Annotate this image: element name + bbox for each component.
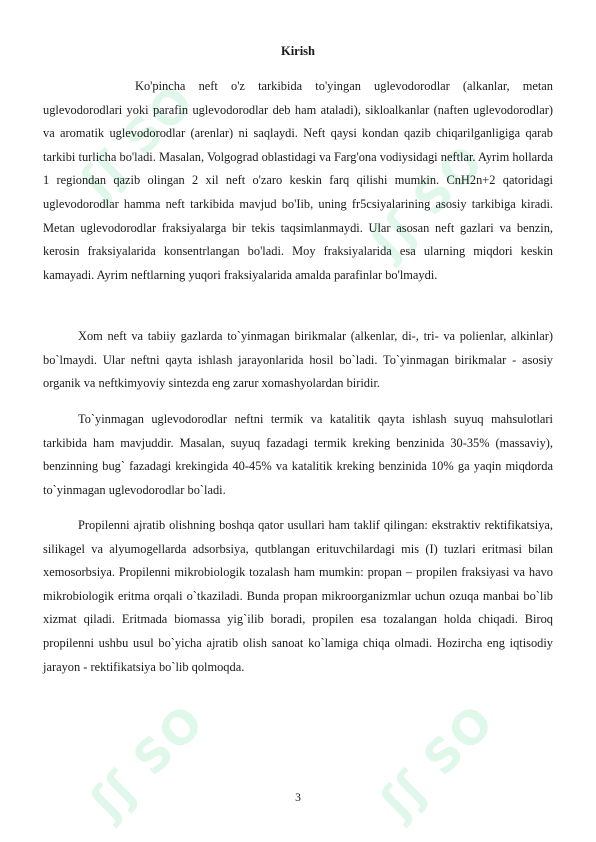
watermark-glyph-1: ʃʃ SO — [70, 73, 205, 209]
watermark-glyph-2: ʃʃ SO — [360, 133, 495, 269]
page-title: Kirish — [280, 44, 316, 58]
paragraph-1: Ko'pincha neft o'z tarkibida to'yingan uglevodorodlar (alkanlar, metan uglevodorodlari yoki parafin uglevodorodlar deb ham ataladi), sikloalkanlar (naften uglevodorodlar) va aromatik uglevodorodlar (arenlar) ni saqlaydi. Neft qaysi kondan qazib chiqarilganligiga qarab tarkibi turlicha bo'ladi. Masalan, Volgograd oblastidagi va Farg'ona vodiysidagi neftlar. Ayrim hollarda 1 regiondan qazib olingan 2 xil neft o'zaro keskin farq qilishi mumkin. CnH2n+2 qatoridagi uglevodorodlar hamma neft tarkibida mavjud bo'Iib, uning fr5csiyalarining asosiy tarkibiga kiradi. Metan uglevodorodlar fraksiyalarga bir tekis taqsimlanmaydi. Ular asosan neft gazlari va benzin, kerosin fraksiyalarida konsentrlangan bo'ladi. Moy fraksiyalarida esa ularning miqdori keskin kamayadi. Ayrim neftlarning yuqori fraksiyalarida amalda parafinlar bo'lmaydi. — [43, 79, 553, 282]
paragraph-3: To`yinmagan uglevodorodlar neftni termik va katalitik qayta ishlash suyuq mahsulotlari tarkibida ham mavjuddir. Masalan, suyuq fazadagi termik kreking benzinida 30-35% (massaviy), benzinning bug` fazadagi krekingida 40-45% va katalitik kreking benzinida 10% ga yaqin miqdorda to`yinmagan uglevodorodlar bo`ladi. — [43, 412, 553, 497]
watermark-glyph-3: ʃʃ SO — [80, 693, 215, 829]
watermark-glyph-4: ʃʃ SO — [370, 693, 505, 829]
page-number: 3 — [295, 792, 301, 804]
paragraph-2: Xom neft va tabiiy gazlarda to`yinmagan birikmalar (alkenlar, di-, tri- va polienlar, alkinlar) bo`lmaydi. Ular neftni qayta ishlash jarayonlarida hosil bo`ladi. To`yinmagan birikmalar - asosiy organik va neftkimyoviy sintezda eng zarur xomashyolardan biridir. — [43, 329, 553, 391]
paragraph-4: Propilenni ajratib olishning boshqa qator usullari ham taklif qilingan: ekstraktiv rektifikatsiya, silikagel va alyumogellarda adsorbsiya, qutblangan erituvchilardagi mis (I) tuzlari eritmasi bilan xemosorbsiya. Propilenni mikrobiologik tozalash ham mumkin: propan – propilen fraksiyasi va havo mikrobiologik eritma orqali o`tkaziladi. Bunda propan mikroorganizmlar uchun ozuqa manbai bo`lib xizmat qiladi. Eritmada biomassa yig`ilib boradi, propilen esa tozalangan holda chiqadi. Biroq propilenni ushbu usul bo`yicha ajratib olish sanoat ko`lamiga chiqa olmadi. Hozircha eng iqtisodiy jarayon - rektifikatsiya bo`lib qolmoqda. — [43, 518, 553, 674]
